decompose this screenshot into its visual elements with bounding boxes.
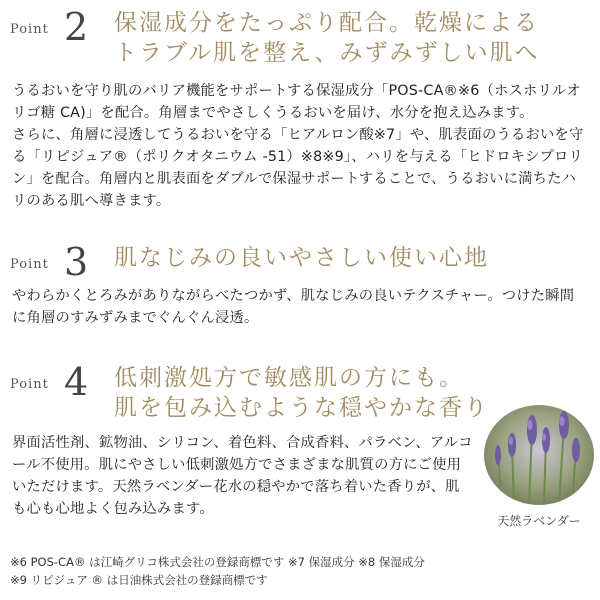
paragraph: やわらかくとろみがありながらべたつかず、肌なじみの良いテクスチャー。つけた瞬間に角層のすみずみまでぐんぐん浸透。 bbox=[12, 288, 575, 326]
lavender-photo bbox=[484, 405, 594, 505]
footnote-line: ※6 POS-CA® は江崎グリコ株式会社の登録商標です ※7 保湿成分 ※8 保湿成分 bbox=[10, 555, 425, 569]
point-number: 2 bbox=[64, 5, 89, 49]
photo-caption: 天然ラベンダー bbox=[497, 514, 581, 528]
heading-line: 保湿成分をたっぷり配合。乾燥による bbox=[114, 10, 539, 36]
point-2-header bbox=[10, 5, 540, 68]
point-4-heading bbox=[114, 363, 489, 423]
footnotes bbox=[10, 553, 425, 589]
paragraph: さらに、角層に浸透してうるおいを守る「ヒアルロン酸※7」や、肌表面のうるおいを守る「リピジュア®（ポリクオタニウム -51）※8※9」、ハリを与える「ヒドロキシプロリン」を配合。角層内と肌表面をダブルで保湿サポートすることで、うるおいに満ちたハリのある肌へ導きます。 bbox=[12, 127, 584, 209]
point-number: 4 bbox=[64, 360, 89, 404]
point-3-body bbox=[12, 285, 586, 329]
point-3-heading bbox=[114, 243, 489, 273]
point-3-header bbox=[10, 240, 489, 284]
heading-line: 肌なじみの良いやさしい使い心地 bbox=[114, 245, 489, 271]
point-label: Point bbox=[10, 22, 49, 37]
point-number: 3 bbox=[64, 240, 89, 284]
point-label: Point bbox=[10, 257, 49, 272]
heading-line: トラブル肌を整え、みずみずしい肌へ bbox=[114, 40, 540, 66]
point-4-header bbox=[10, 360, 489, 423]
point-4-body bbox=[12, 432, 474, 520]
lavender-illustration bbox=[484, 405, 594, 505]
point-label: Point bbox=[10, 377, 49, 392]
point-2-body bbox=[12, 80, 586, 212]
heading-line: 低刺激処方で敏感肌の方にも。 bbox=[114, 365, 464, 391]
point-2-heading bbox=[114, 8, 539, 68]
heading-line: 肌を包み込むような穏やかな香り bbox=[114, 395, 489, 421]
paragraph: 界面活性剤、鉱物油、シリコン、着色料、合成香料、パラベン、アルコール不使用。肌にやさしい低刺激処方でさまざまな肌質の方にご使用いただけます。天然ラベンダー花水の穏やかで落ち着いた香りが、肌も心も心地よく包み込みます。 bbox=[12, 435, 473, 517]
paragraph: うるおいを守り肌のバリア機能をサポートする保湿成分「POS-CA®※6（ホスホリルオリゴ糖 CA)」を配合。角層までやさしくうるおいを届け、水分を抱え込みます。 bbox=[12, 83, 582, 121]
footnote-line: ※9 リピジュア ® は日油株式会社の登録商標です bbox=[10, 573, 268, 587]
